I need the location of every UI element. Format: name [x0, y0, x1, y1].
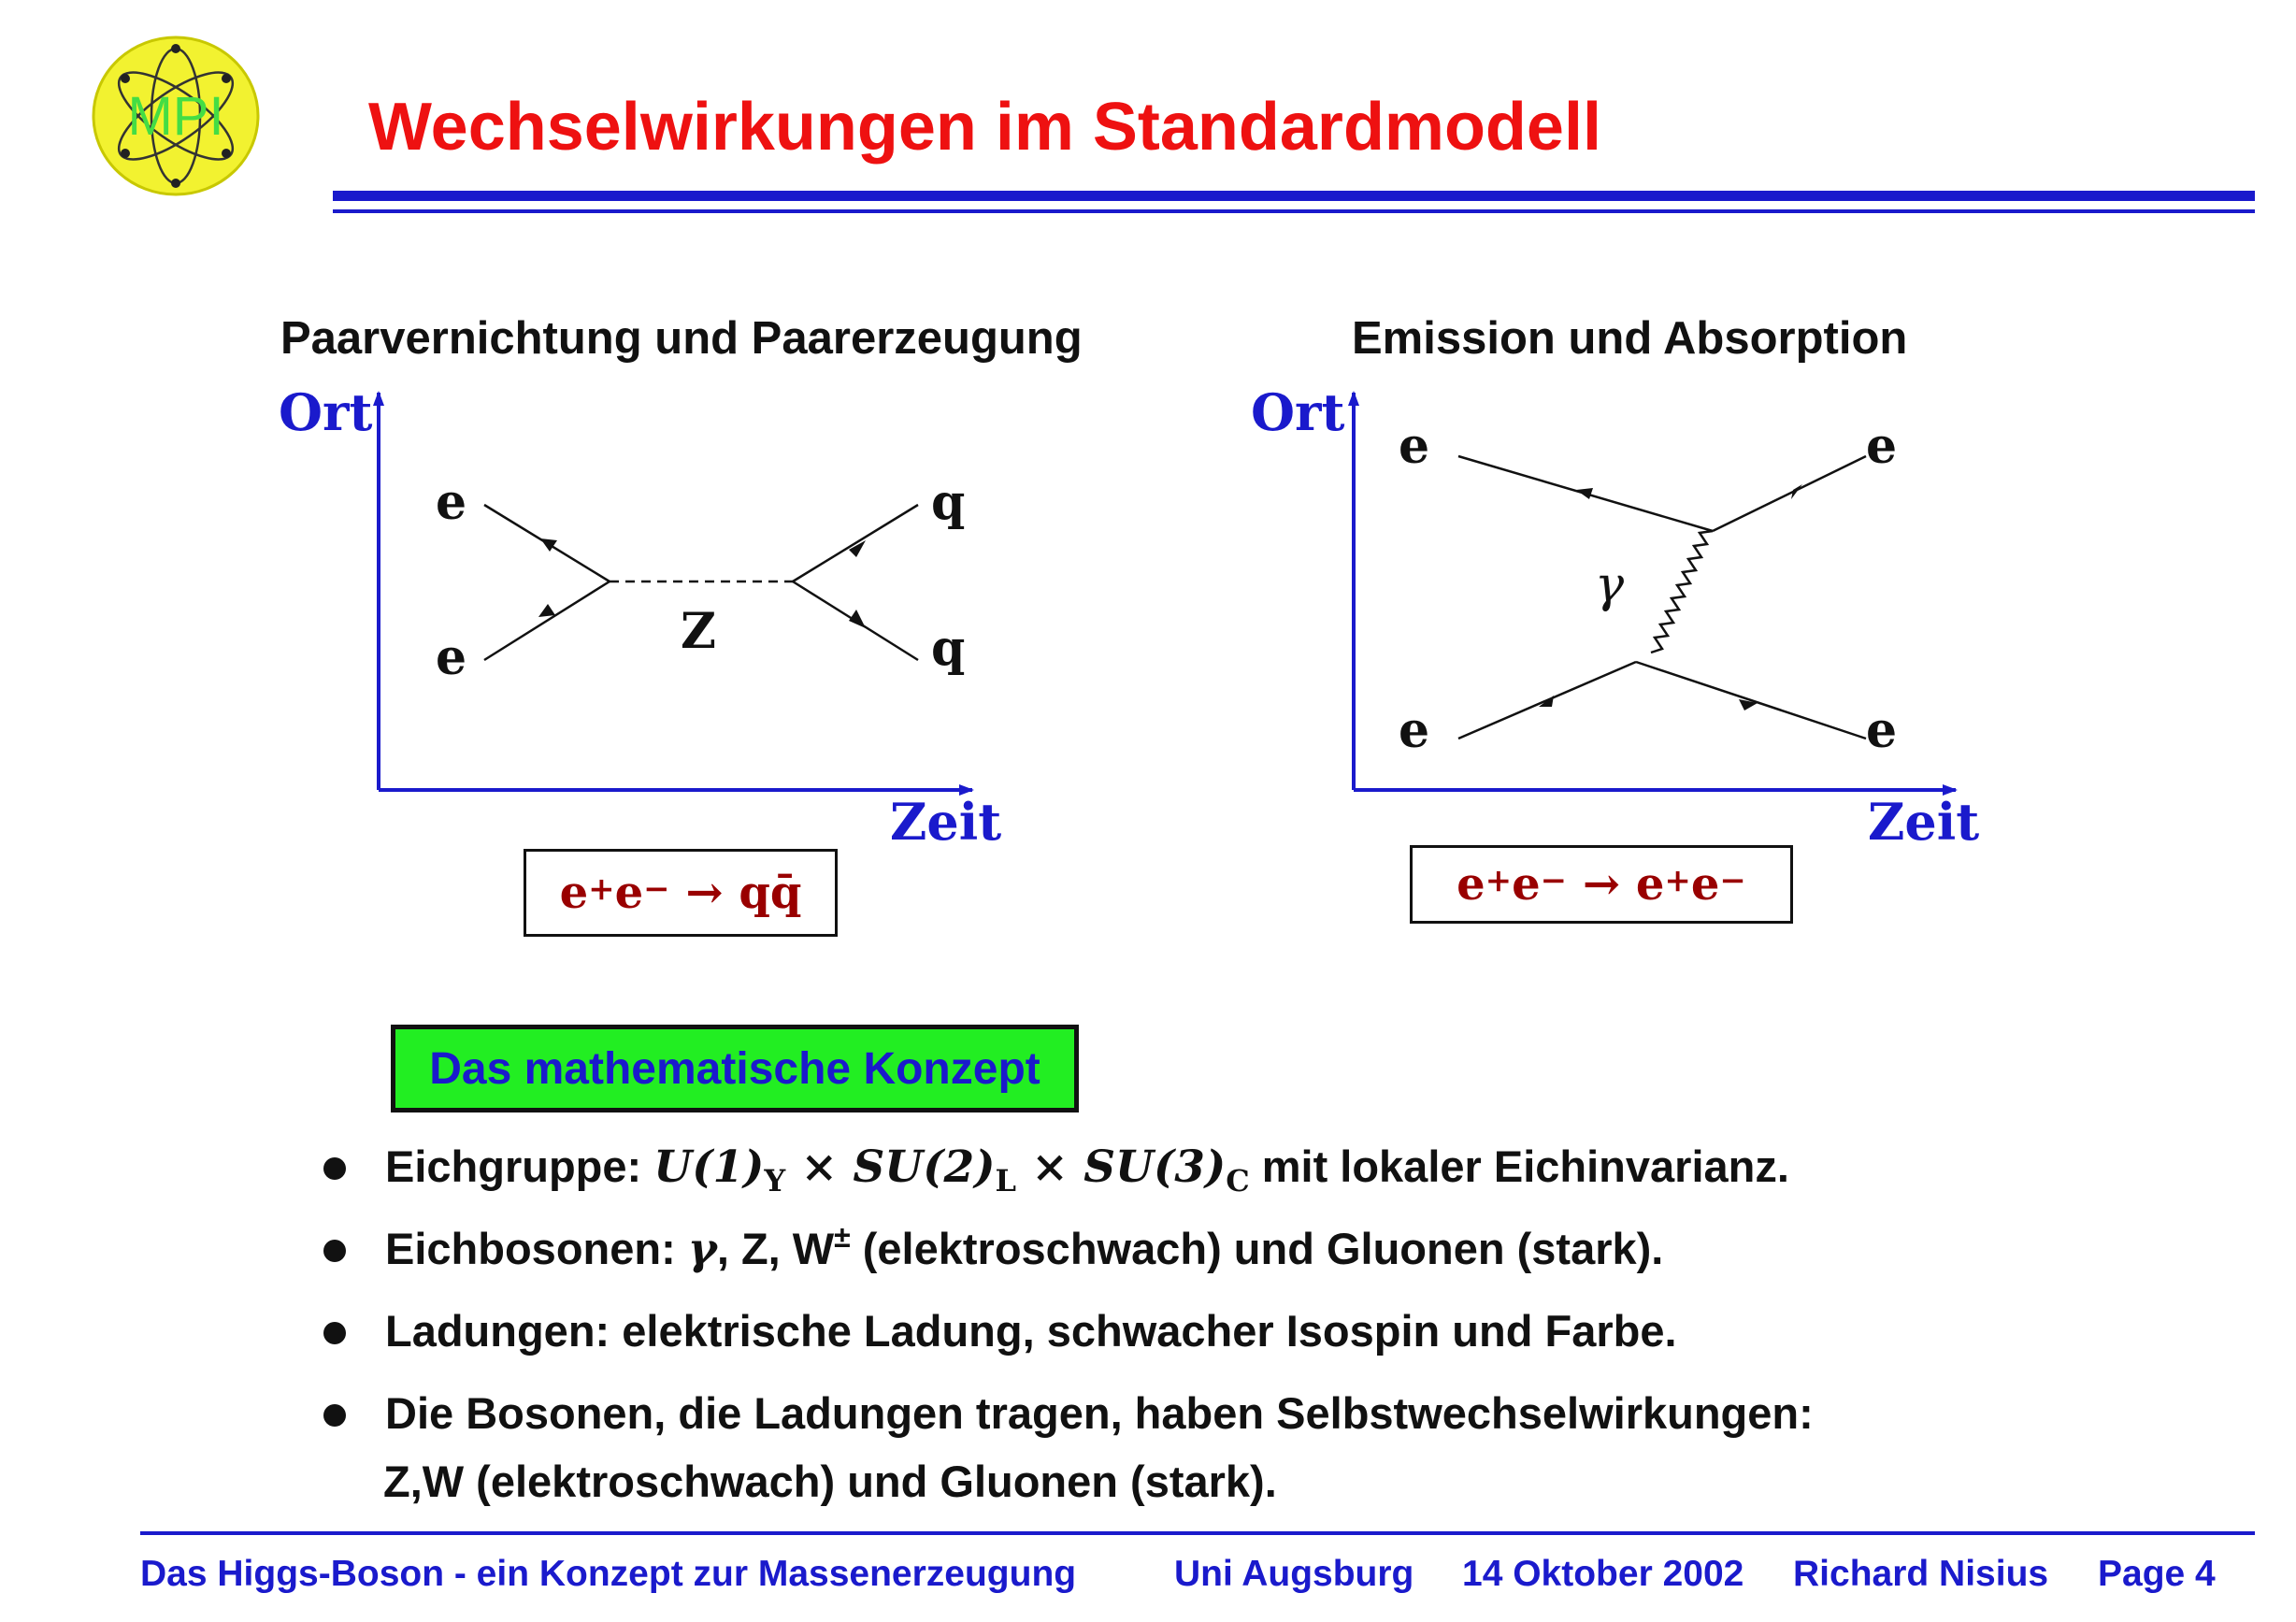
d2-label-bottom-left: e	[1399, 702, 1430, 759]
footer-talk-title: Das Higgs-Boson - ein Konzept zur Massenerzeugung	[140, 1554, 1077, 1594]
page-title: Wechselwirkungen im Standardmodell	[368, 90, 1601, 165]
d1-label-out-bottom: q	[931, 620, 966, 677]
title-rule-thick	[333, 191, 2255, 201]
bullet-item-self-interactions: Die Bosonen, die Ladungen tragen, haben Selbstwechselwirkungen:	[323, 1385, 2249, 1468]
diagram-2-y-label: Ort	[1251, 382, 1345, 442]
d1-formula-box: e + e − → qq̄	[524, 849, 838, 937]
footer-date: 14 Oktober 2002	[1462, 1554, 1744, 1594]
diagram-1-y-label: Ort	[279, 382, 373, 442]
d2-label-boson: γ	[1595, 557, 1625, 613]
bullet-dot	[323, 1404, 346, 1427]
bullet-dot	[323, 1322, 346, 1344]
bullet-dot	[323, 1240, 346, 1262]
d1-label-boson: Z	[681, 603, 716, 660]
d2-formula-box: e + e − → e + e −	[1410, 845, 1793, 924]
d2-label-top-left: e	[1399, 418, 1430, 475]
bullet-continuation: Z,W (elektroschwach) und Gluonen (stark).	[383, 1457, 1277, 1506]
footer-rule	[140, 1531, 2255, 1535]
feynman-diagram-annihilation	[355, 383, 991, 813]
d1-label-out-top: q	[931, 474, 966, 531]
diagram-2-x-label: Zeit	[1868, 792, 1980, 852]
bullet-list	[323, 1139, 2249, 1468]
bullet-dot	[323, 1157, 346, 1180]
d1-label-in-bottom: e	[436, 629, 467, 686]
footer-page-number: Page 4	[2098, 1554, 2216, 1594]
d1-label-in-top: e	[436, 474, 467, 531]
concept-heading: Das mathematische Konzept	[391, 1025, 1079, 1112]
logo-text: MPI	[127, 86, 224, 147]
diagram-1-x-label: Zeit	[890, 792, 1002, 852]
footer-place: Uni Augsburg	[1174, 1554, 1414, 1594]
diagram-2-title: Emission und Absorption	[1352, 313, 1908, 364]
mpi-logo	[86, 30, 265, 202]
d2-label-bottom-right: e	[1866, 702, 1898, 759]
bullet-item-charges: Ladungen: elektrische Ladung, schwacher Isospin und Farbe.	[323, 1303, 2249, 1385]
diagram-1-title: Paarvernichtung und Paarerzeugung	[280, 313, 1083, 364]
atom-logo-icon	[86, 30, 265, 202]
bullet-item-gauge-group: Eichgruppe: $U(1)_Y \times SU(2)_L \times SU(3)_C$ mit lokaler Eichinvarianz.	[323, 1139, 2249, 1221]
title-rule-thin	[333, 209, 2255, 213]
footer-author: Richard Nisius	[1793, 1554, 2049, 1594]
bullet-item-gauge-bosons: Eichbosonen: γ, Z, W± (elektroschwach) und Gluonen (stark).	[323, 1221, 2249, 1303]
d2-label-top-right: e	[1866, 418, 1898, 475]
